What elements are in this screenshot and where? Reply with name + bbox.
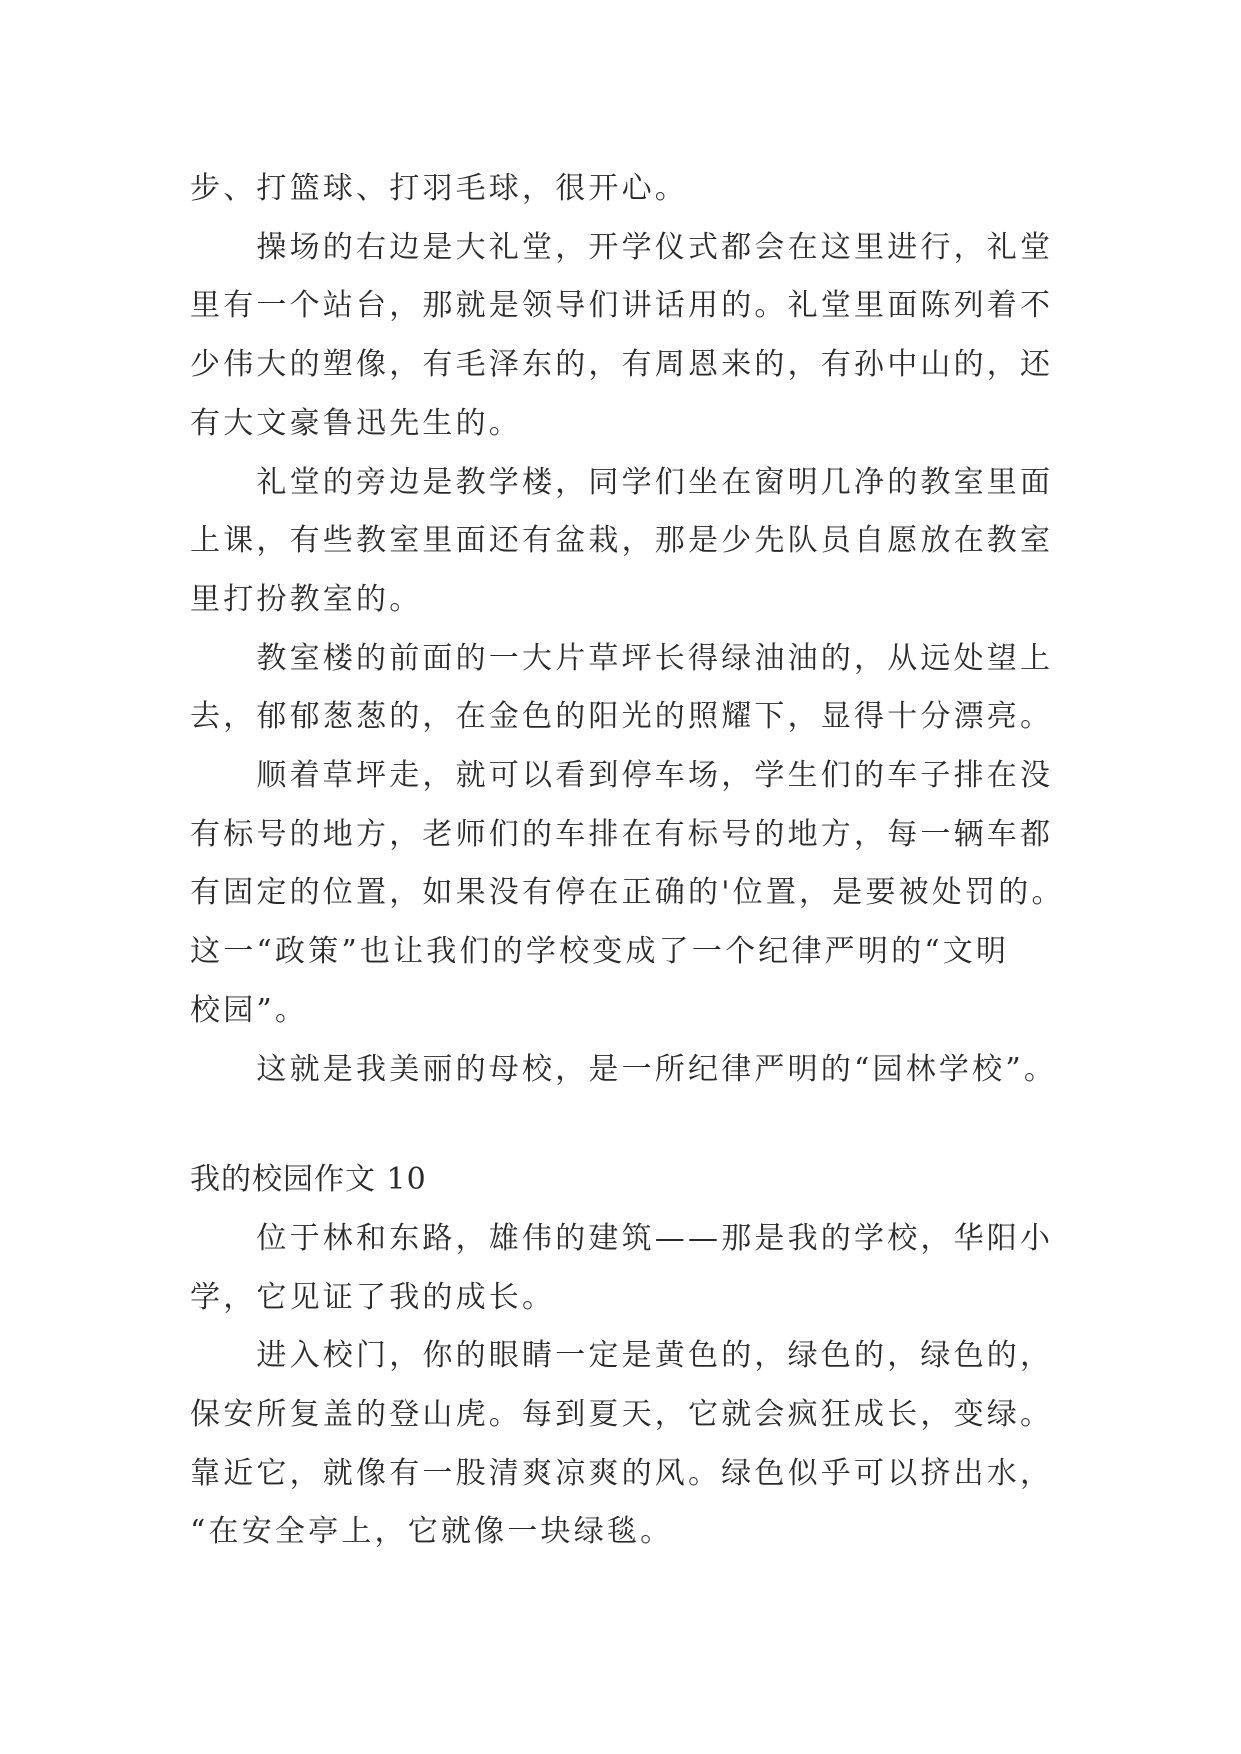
text-line: 少伟大的塑像，有毛泽东的，有周恩来的，有孙中山的，还 [190, 347, 1054, 383]
text-line: 里有一个站台，那就是领导们讲话用的。礼堂里面陈列着不 [190, 288, 1054, 324]
text-line: 进入校门，你的眼睛一定是黄色的，绿色的，绿色的， [190, 1338, 1054, 1374]
text-line: 去，郁郁葱葱的，在金色的阳光的照耀下，显得十分漂亮。 [190, 699, 1054, 735]
text-line: “在安全亭上，它就像一块绿毯。 [190, 1514, 674, 1550]
text-line: 有固定的位置，如果没有停在正确的'位置，是要被处罚的。 [190, 875, 1065, 911]
text-line: 这就是我美丽的母校，是一所纪律严明的“园林学校”。 [190, 1051, 1058, 1087]
text-line: 礼堂的旁边是教学楼，同学们坐在窗明几净的教室里面 [190, 464, 1054, 500]
text-line: 顺着草坪走，就可以看到停车场，学生们的车子排在没 [190, 758, 1054, 794]
text-line: 操场的右边是大礼堂，开学仪式都会在这里进行，礼堂 [190, 229, 1054, 265]
text-line: 校园”。 [190, 992, 309, 1028]
document-page [190, 160, 1070, 1562]
text-line: 靠近它，就像有一股清爽凉爽的风。绿色似乎可以挤出水， [190, 1455, 1054, 1491]
text-line: 这一“政策”也让我们的学校变成了一个纪律严明的“文明 [190, 934, 1010, 970]
text-line: 有标号的地方，老师们的车排在有标号的地方，每一辆车都 [190, 816, 1054, 852]
section-heading: 我的校园作文 10 [190, 1162, 427, 1198]
text-line: 上课，有些教室里面还有盆栽，那是少先队员自愿放在教室 [190, 523, 1054, 559]
text-line: 学，它见证了我的成长。 [190, 1279, 556, 1315]
text-line: 保安所复盖的登山虎。每到夏天，它就会疯狂成长，变绿。 [190, 1397, 1054, 1433]
text-line: 里打扮教室的。 [190, 581, 423, 617]
text-line: 步、打篮球、打羽毛球，很开心。 [190, 171, 688, 206]
text-line: 位于林和东路，雄伟的建筑——那是我的学校，华阳小 [190, 1220, 1054, 1256]
text-line: 有大文豪鲁迅先生的。 [190, 405, 522, 441]
text-line: 教室楼的前面的一大片草坪长得绿油油的，从远处望上 [190, 640, 1054, 676]
